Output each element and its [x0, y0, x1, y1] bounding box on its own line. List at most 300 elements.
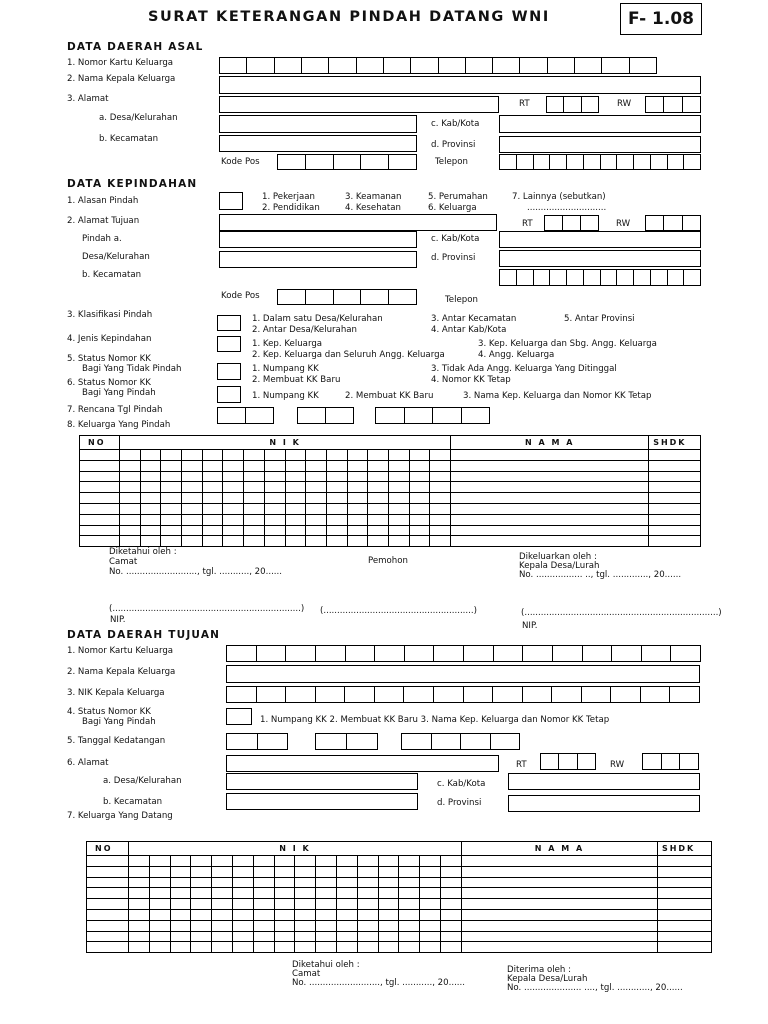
- nik-digit-cell[interactable]: [378, 920, 399, 931]
- char-cell[interactable]: [439, 57, 466, 74]
- char-cell[interactable]: [630, 57, 657, 74]
- char-cell[interactable]: [559, 753, 577, 770]
- asal-rw-cells[interactable]: [645, 96, 701, 113]
- char-cell[interactable]: [278, 154, 306, 170]
- nik-digit-cell[interactable]: [170, 888, 191, 899]
- nik-digit-cell[interactable]: [232, 942, 253, 953]
- row-no-cell[interactable]: [80, 536, 120, 547]
- nik-digit-cell[interactable]: [202, 525, 223, 536]
- nik-digit-cell[interactable]: [316, 909, 337, 920]
- shdk-cell[interactable]: [657, 888, 711, 899]
- shdk-cell[interactable]: [657, 866, 711, 877]
- nik-digit-cell[interactable]: [430, 471, 451, 482]
- char-cell[interactable]: [552, 686, 582, 703]
- char-cell[interactable]: [493, 57, 520, 74]
- shdk-cell[interactable]: [657, 920, 711, 931]
- tujuan-prov-field[interactable]: [508, 795, 700, 812]
- nik-digit-cell[interactable]: [161, 525, 182, 536]
- nama-cell[interactable]: [451, 460, 649, 471]
- nik-digit-cell[interactable]: [140, 482, 161, 493]
- nik-digit-cell[interactable]: [306, 493, 327, 504]
- asal-nama-kepala-field[interactable]: [219, 76, 701, 94]
- nik-digit-cell[interactable]: [170, 899, 191, 910]
- nik-digit-cell[interactable]: [420, 856, 441, 867]
- tujuan-rw-cells[interactable]: [642, 753, 699, 770]
- nik-digit-cell[interactable]: [378, 909, 399, 920]
- kedatangan-bln-cells[interactable]: [315, 733, 378, 750]
- char-cell[interactable]: [584, 269, 601, 286]
- char-cell[interactable]: [434, 686, 464, 703]
- nik-digit-cell[interactable]: [285, 482, 306, 493]
- shdk-cell[interactable]: [657, 877, 711, 888]
- nik-digit-cell[interactable]: [420, 866, 441, 877]
- nik-digit-cell[interactable]: [244, 536, 265, 547]
- nik-digit-cell[interactable]: [170, 866, 191, 877]
- nik-digit-cell[interactable]: [244, 503, 265, 514]
- nik-digit-cell[interactable]: [253, 931, 274, 942]
- nik-digit-cell[interactable]: [306, 450, 327, 461]
- char-cell[interactable]: [612, 645, 642, 662]
- nik-digit-cell[interactable]: [149, 942, 170, 953]
- shdk-cell[interactable]: [649, 460, 701, 471]
- nik-digit-cell[interactable]: [378, 866, 399, 877]
- nik-digit-cell[interactable]: [129, 931, 150, 942]
- char-cell[interactable]: [545, 215, 563, 231]
- nik-digit-cell[interactable]: [129, 856, 150, 867]
- char-cell[interactable]: [581, 215, 599, 231]
- row-no-cell[interactable]: [87, 931, 129, 942]
- nik-digit-cell[interactable]: [336, 942, 357, 953]
- nik-digit-cell[interactable]: [232, 856, 253, 867]
- nik-digit-cell[interactable]: [170, 877, 191, 888]
- nik-digit-cell[interactable]: [129, 899, 150, 910]
- nik-digit-cell[interactable]: [368, 536, 389, 547]
- nik-digit-cell[interactable]: [170, 920, 191, 931]
- row-no-cell[interactable]: [87, 856, 129, 867]
- char-cell[interactable]: [246, 407, 274, 424]
- char-cell[interactable]: [564, 96, 581, 113]
- nik-digit-cell[interactable]: [295, 909, 316, 920]
- nik-digit-cell[interactable]: [191, 931, 212, 942]
- row-no-cell[interactable]: [87, 877, 129, 888]
- nik-digit-cell[interactable]: [316, 866, 337, 877]
- nik-digit-cell[interactable]: [129, 920, 150, 931]
- nik-digit-cell[interactable]: [440, 931, 461, 942]
- nik-digit-cell[interactable]: [399, 877, 420, 888]
- nik-digit-cell[interactable]: [430, 493, 451, 504]
- nik-digit-cell[interactable]: [182, 460, 203, 471]
- row-no-cell[interactable]: [87, 866, 129, 877]
- char-cell[interactable]: [375, 645, 405, 662]
- char-cell[interactable]: [329, 57, 356, 74]
- char-cell[interactable]: [683, 96, 701, 113]
- char-cell[interactable]: [384, 57, 411, 74]
- kedatangan-tgl-cells[interactable]: [226, 733, 288, 750]
- nik-digit-cell[interactable]: [409, 525, 430, 536]
- nik-digit-cell[interactable]: [399, 920, 420, 931]
- shdk-cell[interactable]: [649, 471, 701, 482]
- nik-digit-cell[interactable]: [140, 503, 161, 514]
- nik-digit-cell[interactable]: [409, 514, 430, 525]
- row-no-cell[interactable]: [87, 909, 129, 920]
- nik-digit-cell[interactable]: [336, 899, 357, 910]
- nik-digit-cell[interactable]: [253, 920, 274, 931]
- nik-digit-cell[interactable]: [170, 942, 191, 953]
- nik-digit-cell[interactable]: [430, 525, 451, 536]
- nik-digit-cell[interactable]: [140, 525, 161, 536]
- nik-digit-cell[interactable]: [316, 899, 337, 910]
- nik-digit-cell[interactable]: [182, 493, 203, 504]
- nik-digit-cell[interactable]: [232, 909, 253, 920]
- nama-cell[interactable]: [461, 899, 657, 910]
- nik-digit-cell[interactable]: [232, 877, 253, 888]
- nik-digit-cell[interactable]: [232, 866, 253, 877]
- nik-digit-cell[interactable]: [244, 482, 265, 493]
- nik-digit-cell[interactable]: [388, 525, 409, 536]
- nik-digit-cell[interactable]: [253, 866, 274, 877]
- char-cell[interactable]: [651, 269, 668, 286]
- char-cell[interactable]: [298, 407, 326, 424]
- nik-digit-cell[interactable]: [347, 514, 368, 525]
- nik-digit-cell[interactable]: [399, 899, 420, 910]
- nik-digit-cell[interactable]: [388, 536, 409, 547]
- nik-digit-cell[interactable]: [347, 460, 368, 471]
- nik-digit-cell[interactable]: [244, 493, 265, 504]
- shdk-cell[interactable]: [657, 931, 711, 942]
- status6-code-box[interactable]: [217, 386, 241, 403]
- char-cell[interactable]: [326, 407, 354, 424]
- nama-cell[interactable]: [451, 493, 649, 504]
- nik-digit-cell[interactable]: [129, 888, 150, 899]
- asal-desa-field[interactable]: [219, 115, 417, 133]
- nik-digit-cell[interactable]: [420, 931, 441, 942]
- nik-digit-cell[interactable]: [316, 856, 337, 867]
- nik-digit-cell[interactable]: [440, 920, 461, 931]
- nik-digit-cell[interactable]: [440, 866, 461, 877]
- nik-digit-cell[interactable]: [264, 482, 285, 493]
- char-cell[interactable]: [357, 57, 384, 74]
- shdk-cell[interactable]: [657, 856, 711, 867]
- nik-digit-cell[interactable]: [316, 920, 337, 931]
- pindah-kab-field[interactable]: [499, 231, 701, 248]
- nik-digit-cell[interactable]: [129, 909, 150, 920]
- status5-code-box[interactable]: [217, 363, 241, 380]
- nik-digit-cell[interactable]: [388, 503, 409, 514]
- nik-digit-cell[interactable]: [191, 888, 212, 899]
- nik-digit-cell[interactable]: [295, 942, 316, 953]
- nik-digit-cell[interactable]: [182, 536, 203, 547]
- nik-digit-cell[interactable]: [336, 877, 357, 888]
- nik-digit-cell[interactable]: [161, 460, 182, 471]
- char-cell[interactable]: [671, 645, 701, 662]
- char-cell[interactable]: [563, 215, 581, 231]
- char-cell[interactable]: [346, 645, 376, 662]
- tujuan-nik-kepala-cells[interactable]: [226, 686, 700, 703]
- asal-nomor-kk-cells[interactable]: [219, 57, 657, 74]
- char-cell[interactable]: [541, 753, 559, 770]
- tujuan-desa-field[interactable]: [226, 773, 418, 790]
- char-cell[interactable]: [257, 686, 287, 703]
- nik-digit-cell[interactable]: [295, 877, 316, 888]
- nik-digit-cell[interactable]: [264, 450, 285, 461]
- nama-cell[interactable]: [461, 909, 657, 920]
- char-cell[interactable]: [220, 57, 247, 74]
- char-cell[interactable]: [258, 733, 289, 750]
- row-no-cell[interactable]: [87, 920, 129, 931]
- char-cell[interactable]: [286, 645, 316, 662]
- nik-digit-cell[interactable]: [149, 856, 170, 867]
- nama-cell[interactable]: [451, 482, 649, 493]
- tujuan-alamat-field-2[interactable]: [226, 755, 499, 772]
- row-no-cell[interactable]: [80, 514, 120, 525]
- nik-digit-cell[interactable]: [274, 920, 295, 931]
- char-cell[interactable]: [582, 686, 612, 703]
- nik-digit-cell[interactable]: [232, 899, 253, 910]
- nik-digit-cell[interactable]: [347, 536, 368, 547]
- nik-digit-cell[interactable]: [223, 450, 244, 461]
- char-cell[interactable]: [523, 686, 553, 703]
- pindah-kode-pos-cells[interactable]: [277, 289, 417, 305]
- char-cell[interactable]: [617, 269, 634, 286]
- nik-digit-cell[interactable]: [202, 514, 223, 525]
- nik-digit-cell[interactable]: [388, 514, 409, 525]
- pindah-rw-cells[interactable]: [645, 215, 701, 231]
- nik-digit-cell[interactable]: [420, 909, 441, 920]
- nik-digit-cell[interactable]: [120, 493, 141, 504]
- nik-digit-cell[interactable]: [326, 503, 347, 514]
- char-cell[interactable]: [316, 645, 346, 662]
- nik-digit-cell[interactable]: [368, 514, 389, 525]
- nama-cell[interactable]: [451, 450, 649, 461]
- char-cell[interactable]: [534, 269, 551, 286]
- alasan-code-box[interactable]: [219, 192, 243, 210]
- nama-cell[interactable]: [461, 856, 657, 867]
- row-no-cell[interactable]: [80, 471, 120, 482]
- nik-digit-cell[interactable]: [388, 450, 409, 461]
- char-cell[interactable]: [584, 154, 601, 170]
- char-cell[interactable]: [275, 57, 302, 74]
- rencana-tgl-cells[interactable]: [217, 407, 274, 424]
- char-cell[interactable]: [404, 686, 434, 703]
- tujuan-kecamatan-field[interactable]: [226, 793, 418, 810]
- char-cell[interactable]: [286, 686, 316, 703]
- nik-digit-cell[interactable]: [264, 525, 285, 536]
- nama-cell[interactable]: [451, 514, 649, 525]
- nama-cell[interactable]: [451, 503, 649, 514]
- nik-digit-cell[interactable]: [420, 888, 441, 899]
- nik-digit-cell[interactable]: [149, 866, 170, 877]
- nik-digit-cell[interactable]: [285, 450, 306, 461]
- nik-digit-cell[interactable]: [285, 536, 306, 547]
- nik-digit-cell[interactable]: [420, 899, 441, 910]
- nik-digit-cell[interactable]: [191, 899, 212, 910]
- nik-digit-cell[interactable]: [285, 471, 306, 482]
- nik-digit-cell[interactable]: [409, 503, 430, 514]
- nik-digit-cell[interactable]: [409, 460, 430, 471]
- nik-digit-cell[interactable]: [170, 909, 191, 920]
- nik-digit-cell[interactable]: [274, 931, 295, 942]
- nik-digit-cell[interactable]: [223, 493, 244, 504]
- nama-cell[interactable]: [461, 888, 657, 899]
- char-cell[interactable]: [347, 733, 378, 750]
- tujuan-nama-kepala-field[interactable]: [226, 665, 700, 683]
- nik-digit-cell[interactable]: [120, 503, 141, 514]
- nik-digit-cell[interactable]: [244, 525, 265, 536]
- char-cell[interactable]: [601, 154, 618, 170]
- char-cell[interactable]: [500, 154, 517, 170]
- char-cell[interactable]: [375, 686, 405, 703]
- nama-cell[interactable]: [451, 525, 649, 536]
- nik-digit-cell[interactable]: [244, 514, 265, 525]
- nik-digit-cell[interactable]: [182, 482, 203, 493]
- nik-digit-cell[interactable]: [368, 525, 389, 536]
- char-cell[interactable]: [668, 154, 685, 170]
- char-cell[interactable]: [361, 289, 389, 305]
- row-no-cell[interactable]: [80, 450, 120, 461]
- char-cell[interactable]: [278, 289, 306, 305]
- nik-digit-cell[interactable]: [336, 931, 357, 942]
- pindah-prov-field[interactable]: [499, 250, 701, 267]
- nik-digit-cell[interactable]: [378, 877, 399, 888]
- char-cell[interactable]: [227, 733, 258, 750]
- char-cell[interactable]: [405, 407, 434, 424]
- nik-digit-cell[interactable]: [182, 503, 203, 514]
- char-cell[interactable]: [257, 645, 287, 662]
- nik-digit-cell[interactable]: [409, 471, 430, 482]
- tujuan-rt-cells[interactable]: [540, 753, 596, 770]
- nik-digit-cell[interactable]: [182, 514, 203, 525]
- nik-digit-cell[interactable]: [378, 856, 399, 867]
- char-cell[interactable]: [491, 733, 521, 750]
- char-cell[interactable]: [411, 57, 438, 74]
- rencana-thn-cells[interactable]: [375, 407, 490, 424]
- char-cell[interactable]: [376, 407, 405, 424]
- nik-digit-cell[interactable]: [326, 536, 347, 547]
- nik-digit-cell[interactable]: [202, 482, 223, 493]
- nik-digit-cell[interactable]: [191, 909, 212, 920]
- nik-digit-cell[interactable]: [120, 450, 141, 461]
- char-cell[interactable]: [494, 645, 524, 662]
- char-cell[interactable]: [641, 686, 671, 703]
- nik-digit-cell[interactable]: [274, 856, 295, 867]
- nik-digit-cell[interactable]: [326, 450, 347, 461]
- nik-digit-cell[interactable]: [347, 482, 368, 493]
- nik-digit-cell[interactable]: [202, 460, 223, 471]
- nik-digit-cell[interactable]: [336, 909, 357, 920]
- nik-digit-cell[interactable]: [202, 493, 223, 504]
- nik-digit-cell[interactable]: [295, 856, 316, 867]
- nik-digit-cell[interactable]: [120, 460, 141, 471]
- nik-digit-cell[interactable]: [347, 493, 368, 504]
- nama-cell[interactable]: [451, 471, 649, 482]
- row-no-cell[interactable]: [87, 942, 129, 953]
- nik-digit-cell[interactable]: [149, 877, 170, 888]
- char-cell[interactable]: [646, 215, 664, 231]
- nik-digit-cell[interactable]: [336, 856, 357, 867]
- char-cell[interactable]: [405, 645, 435, 662]
- nik-digit-cell[interactable]: [161, 450, 182, 461]
- shdk-cell[interactable]: [657, 899, 711, 910]
- nik-digit-cell[interactable]: [347, 525, 368, 536]
- nik-digit-cell[interactable]: [191, 866, 212, 877]
- nik-digit-cell[interactable]: [430, 450, 451, 461]
- nik-digit-cell[interactable]: [295, 899, 316, 910]
- nama-cell[interactable]: [451, 536, 649, 547]
- nik-digit-cell[interactable]: [399, 888, 420, 899]
- row-no-cell[interactable]: [87, 899, 129, 910]
- nik-digit-cell[interactable]: [409, 450, 430, 461]
- pindah-desa-field[interactable]: [219, 231, 417, 248]
- char-cell[interactable]: [316, 733, 347, 750]
- nik-digit-cell[interactable]: [223, 503, 244, 514]
- nik-digit-cell[interactable]: [409, 493, 430, 504]
- nik-digit-cell[interactable]: [368, 482, 389, 493]
- char-cell[interactable]: [634, 154, 651, 170]
- char-cell[interactable]: [634, 269, 651, 286]
- klasifikasi-code-box[interactable]: [217, 315, 241, 331]
- nik-digit-cell[interactable]: [129, 877, 150, 888]
- nik-digit-cell[interactable]: [368, 493, 389, 504]
- jenis-code-box[interactable]: [217, 336, 241, 352]
- nik-digit-cell[interactable]: [295, 931, 316, 942]
- nama-cell[interactable]: [461, 877, 657, 888]
- nik-digit-cell[interactable]: [120, 536, 141, 547]
- nik-digit-cell[interactable]: [295, 920, 316, 931]
- nik-digit-cell[interactable]: [357, 899, 378, 910]
- nik-digit-cell[interactable]: [202, 450, 223, 461]
- nik-digit-cell[interactable]: [347, 471, 368, 482]
- nik-digit-cell[interactable]: [212, 888, 233, 899]
- nik-digit-cell[interactable]: [409, 536, 430, 547]
- char-cell[interactable]: [547, 96, 564, 113]
- asal-kab-field[interactable]: [499, 115, 701, 133]
- nik-digit-cell[interactable]: [285, 493, 306, 504]
- shdk-cell[interactable]: [649, 514, 701, 525]
- nik-digit-cell[interactable]: [140, 471, 161, 482]
- nik-digit-cell[interactable]: [264, 493, 285, 504]
- nik-digit-cell[interactable]: [430, 536, 451, 547]
- nik-digit-cell[interactable]: [274, 899, 295, 910]
- char-cell[interactable]: [302, 57, 329, 74]
- char-cell[interactable]: [602, 57, 629, 74]
- char-cell[interactable]: [306, 154, 334, 170]
- row-no-cell[interactable]: [80, 503, 120, 514]
- char-cell[interactable]: [582, 96, 599, 113]
- char-cell[interactable]: [218, 407, 246, 424]
- nik-digit-cell[interactable]: [326, 525, 347, 536]
- nik-digit-cell[interactable]: [440, 856, 461, 867]
- shdk-cell[interactable]: [649, 525, 701, 536]
- nik-digit-cell[interactable]: [420, 877, 441, 888]
- char-cell[interactable]: [247, 57, 274, 74]
- char-cell[interactable]: [534, 154, 551, 170]
- nik-digit-cell[interactable]: [264, 536, 285, 547]
- nik-digit-cell[interactable]: [378, 942, 399, 953]
- nik-digit-cell[interactable]: [378, 931, 399, 942]
- char-cell[interactable]: [670, 686, 700, 703]
- nik-digit-cell[interactable]: [140, 450, 161, 461]
- pindah-telepon-cells[interactable]: [499, 269, 701, 286]
- row-no-cell[interactable]: [80, 482, 120, 493]
- rencana-bln-cells[interactable]: [297, 407, 354, 424]
- nik-digit-cell[interactable]: [149, 899, 170, 910]
- nik-digit-cell[interactable]: [316, 888, 337, 899]
- nik-digit-cell[interactable]: [244, 471, 265, 482]
- nik-digit-cell[interactable]: [170, 931, 191, 942]
- nik-digit-cell[interactable]: [285, 460, 306, 471]
- nik-digit-cell[interactable]: [191, 942, 212, 953]
- char-cell[interactable]: [683, 215, 701, 231]
